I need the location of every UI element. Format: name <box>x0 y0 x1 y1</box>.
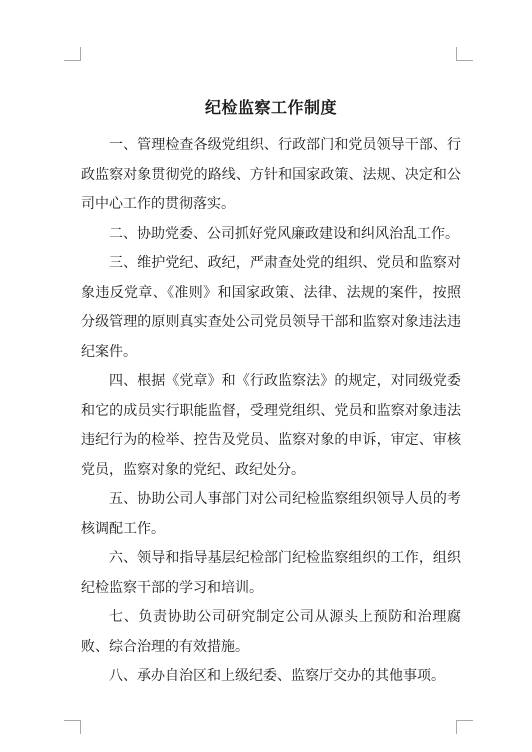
crop-mark-top-right <box>456 47 473 61</box>
paragraph-5: 五、协助公司人事部门对公司纪检监察组织领导人员的考核调配工作。 <box>81 491 461 537</box>
crop-mark-top-left <box>64 47 81 61</box>
paragraph-8: 八、承办自治区和上级纪委、监察厅交办的其他事项。 <box>109 668 445 684</box>
crop-mark-bottom-right <box>456 720 473 734</box>
document-body <box>81 97 461 692</box>
paragraph-3: 三、维护党纪、政纪，严肃查处党的组织、党员和监察对象违反党章、《准则》和国家政策、法律、法规的案件，按照分级管理的原则真实查处公司党员领导干部和监察对象违法违纪案件。 <box>81 255 461 360</box>
crop-mark-bottom-left <box>64 720 81 734</box>
document-title: 纪检监察工作制度 <box>204 98 337 117</box>
paragraph-4: 四、根据《党章》和《行政监察法》的规定，对同级党委和它的成员实行职能监督，受理党组织、党员和监察对象违法违纪行为的检举、控告及党员、监察对象的申诉，审定、审核党员，监察对象的党纪、政纪处分。 <box>81 373 461 478</box>
paragraph-2: 二、协助党委、公司抓好党风廉政建设和纠风治乱工作。 <box>109 225 459 242</box>
paragraph-7: 七、负责协助公司研究制定公司从源头上预防和治理腐败、综合治理的有效措施。 <box>81 609 461 655</box>
paragraph-6: 六、领导和指导基层纪检部门纪检监察组织的工作，组织纪检监察干部的学习和培训。 <box>81 550 461 596</box>
paragraph-1: 一、管理检查各级党组织、行政部门和党员领导干部、行政监察对象贯彻党的路线、方针和国家政策、法规、决定和公司中心工作的贯彻落实。 <box>81 137 461 212</box>
